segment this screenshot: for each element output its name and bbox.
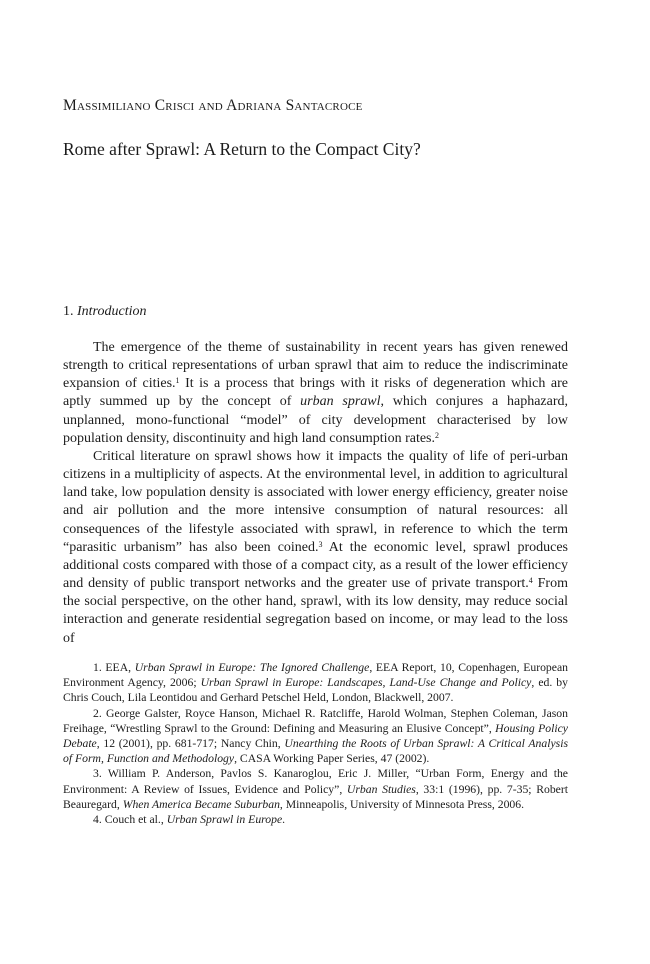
body-text [63,339,568,648]
footnote-ref: 3 [318,539,323,549]
footnote-ref: 2 [435,430,439,440]
footnote-text: 1. EEA, [93,661,135,674]
footnote-italic: Urban Sprawl in Europe: The Ignored Challenge [134,661,370,674]
footnote-italic: When America Became Suburban [122,797,280,811]
footnote-italic: Housing Policy Debate [63,721,568,751]
footnote-text: , ed. by Chris Couch, Lila Leontidou and Gerhard Petschel Held, London, Blackwell, 2007. [63,676,568,705]
footnote-text: 2. George Galster, Royce Hanson, Michael R. Ratcliffe, Harold Wolman, Stephen Coleman, Jason Freihage, “Wrestling Sprawl to the Ground: Defining and Measuring an Elusive Concept”, [63,706,568,735]
text-run: At the economic level, sprawl produces additional costs compared with those of a compact city, as a result of the lower efficiency and density of public transport networks and the greater use of private transport. [63,539,568,592]
footnote-ref: 4 [528,576,533,586]
footnote [63,706,568,767]
footnote-text: , 33:1 (1996), pp. 7-35; Robert Beauregard, [63,782,569,811]
footnote-italic: Unearthing the Roots of Urban Sprawl: A Critical Analysis of Form, Function and Methodology [63,737,569,766]
footnote-text: 4. Couch et al., [93,813,167,827]
footnote-italic: Urban Sprawl in Europe: Landscapes, Land-Use Change and Policy [200,676,532,690]
chapter-title: Rome after Sprawl: A Return to the Compact City? [63,139,421,159]
section-title: Introduction [77,304,147,319]
italic-term: urban sprawl [300,394,381,410]
footnote-ref: 1 [175,376,180,386]
paragraph [63,448,568,648]
footnote-text: 3. William P. Anderson, Pavlos S. Kanaroglou, Eric J. Miller, “Urban Form, Energy and the Environment: A Review of Issues, Evidence and Policy”, [63,767,568,796]
footnotes [63,660,568,827]
author-line: Massimiliano Crisci and Adriana Santacroce [63,97,363,114]
footnote [63,660,568,706]
footnote-text: . [282,813,286,827]
paragraph [63,339,568,448]
footnote [63,812,568,827]
footnote-italic: Urban Sprawl in Europe [166,813,283,827]
footnote-text: , EEA Report, 10, Copenhagen, European Environment Agency, 2006; [63,661,568,690]
footnote-italic: Urban Studies [346,782,416,796]
section-heading [63,303,568,320]
text-run: It is a process that brings with it risks of degeneration which are aptly summed up by the concept of [63,376,568,410]
text-run: The emergence of the theme of sustainability in recent years has given renewed strength to critical representations of urban sprawl that aim to reduce the indiscriminate expansion of cities. [63,340,568,392]
text-run: , which conjures a haphazard, unplanned, mono-functional “model” of city development characterised by low population density, discontinuity and high land consumption rates. [63,394,569,446]
footnote-text: , Minneapolis, University of Minnesota Press, 2006. [279,797,525,811]
section-number: 1. [63,304,77,319]
footnote-text: , CASA Working Paper Series, 47 (2002). [234,752,430,766]
footnote-text: , 12 (2001), pp. 681-717; Nancy Chin, [96,737,285,751]
footnote [63,766,568,812]
text-run: From the social perspective, on the other hand, sprawl, with its low density, may reduce social interaction and generate residential segregation based on income, or may lead to the loss of [63,576,568,646]
text-run: Critical literature on sprawl shows how it impacts the quality of life of peri-urban citizens in a multiplicity of aspects. At the environmental level, in addition to agricultural land take, low population density is associated with lower energy efficiency, greater noise and air pollution and the more intensive consumption of natural resources: all consequences of the lifestyle associated with sprawl, in reference to which the term “parasitic urbanism” has also been coined. [63,448,568,555]
